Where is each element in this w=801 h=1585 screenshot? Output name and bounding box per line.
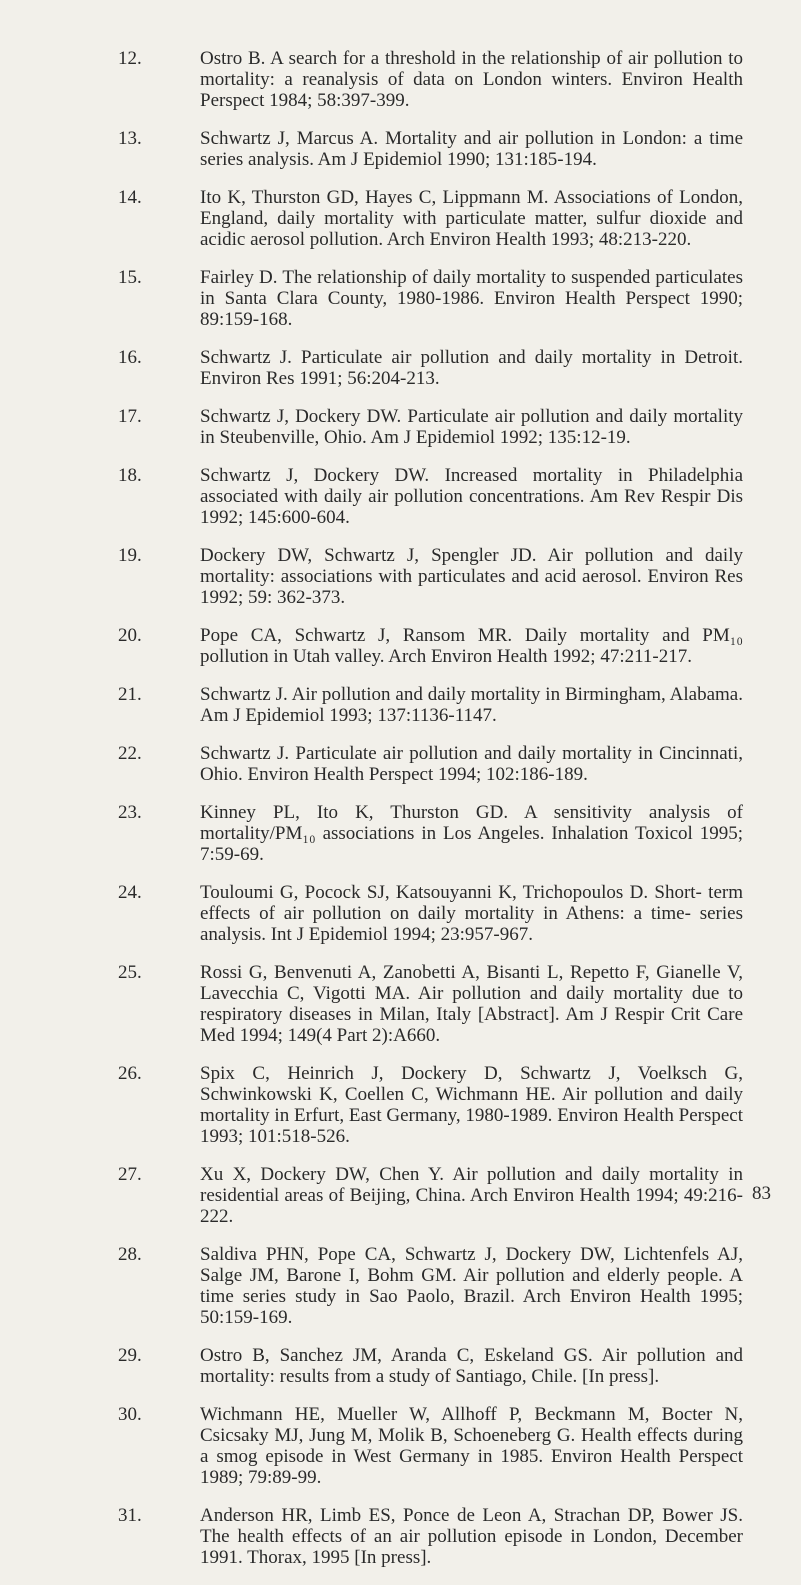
reference-item — [0, 882, 801, 945]
reference-number: 17. — [118, 406, 142, 427]
reference-item — [0, 1244, 801, 1328]
reference-text: Wichmann HE, Mueller W, Allhoff P, Beckmann M, Bocter N, Csicsaky MJ, Jung M, Molik B, Schoeneberg G. Health effects during a smog episode in West Germany in 1985. Environ Health Perspect 1989; 79:89-99. — [200, 1404, 743, 1488]
reference-text: Schwartz J, Dockery DW. Increased mortality in Philadelphia associated with daily air pollution concentrations. Am Rev Respir Dis 1992; 145:600-604. — [200, 465, 743, 528]
reference-number: 24. — [118, 882, 142, 903]
reference-number: 20. — [118, 625, 142, 646]
reference-number: 29. — [118, 1345, 142, 1366]
reference-item — [0, 962, 801, 1046]
reference-item — [0, 743, 801, 785]
reference-text: Schwartz J. Particulate air pollution and daily mortality in Detroit. Environ Res 1991; 56:204-213. — [200, 347, 743, 389]
reference-number: 15. — [118, 267, 142, 288]
reference-number: 13. — [118, 128, 142, 149]
reference-item — [0, 128, 801, 170]
reference-item — [0, 625, 801, 667]
reference-item — [0, 1063, 801, 1147]
reference-number: 12. — [118, 48, 142, 69]
reference-text: Spix C, Heinrich J, Dockery D, Schwartz J, Voelksch G, Schwinkowski K, Coellen C, Wichmann HE. Air pollution and daily mortality in Erfurt, East Germany, 1980-1989. Environ Health Perspect 1993; 101:518-526. — [200, 1063, 743, 1147]
page-number: 83 — [752, 1183, 771, 1204]
reference-number: 23. — [118, 802, 142, 823]
reference-number: 25. — [118, 962, 142, 983]
reference-text: Schwartz J, Dockery DW. Particulate air pollution and daily mortality in Steubenville, Ohio. Am J Epidemiol 1992; 135:12-19. — [200, 406, 743, 448]
reference-number: 22. — [118, 743, 142, 764]
reference-number: 14. — [118, 187, 142, 208]
reference-item — [0, 1345, 801, 1387]
reference-item — [0, 1164, 801, 1227]
reference-text: Anderson HR, Limb ES, Ponce de Leon A, Strachan DP, Bower JS. The health effects of an air pollution episode in London, December 1991. Thorax, 1995 [In press]. — [200, 1505, 743, 1568]
reference-number: 16. — [118, 347, 142, 368]
reference-text: Saldiva PHN, Pope CA, Schwartz J, Dockery DW, Lichtenfels AJ, Salge JM, Barone I, Bohm GM. Air pollution and elderly people. A time series study in Sao Paolo, Brazil. Arch Environ Health 1995; 50:159-169. — [200, 1244, 743, 1328]
reference-item — [0, 1404, 801, 1488]
reference-item — [0, 267, 801, 330]
reference-text: Xu X, Dockery DW, Chen Y. Air pollution and daily mortality in residential areas of Beijing, China. Arch Environ Health 1994; 49:216-222. — [200, 1164, 743, 1227]
reference-text: Rossi G, Benvenuti A, Zanobetti A, Bisanti L, Repetto F, Gianelle V, Lavecchia C, Vigotti MA. Air pollution and daily mortality due to respiratory diseases in Milan, Italy [Abstract]. Am J Respir Crit Care Med 1994; 149(4 Part 2):A660. — [200, 962, 743, 1046]
reference-item — [0, 406, 801, 448]
reference-text: Fairley D. The relationship of daily mortality to suspended particulates in Santa Clara County, 1980-1986. Environ Health Perspect 1990; 89:159-168. — [200, 267, 743, 330]
reference-text: Ostro B. A search for a threshold in the relationship of air pollution to mortality: a reanalysis of data on London winters. Environ Health Perspect 1984; 58:397-399. — [200, 48, 743, 111]
reference-text: Touloumi G, Pocock SJ, Katsouyanni K, Trichopoulos D. Short- term effects of air pollution on daily mortality in Athens: a time- series analysis. Int J Epidemiol 1994; 23:957-967. — [200, 882, 743, 945]
reference-text: Kinney PL, Ito K, Thurston GD. A sensitivity analysis of mortality/PM₁₀ associations in Los Angeles. Inhalation Toxicol 1995; 7:59-69. — [200, 802, 743, 865]
reference-text: Schwartz J. Air pollution and daily mortality in Birmingham, Alabama. Am J Epidemiol 1993; 137:1136-1147. — [200, 684, 743, 726]
reference-number: 31. — [118, 1505, 142, 1526]
reference-item — [0, 465, 801, 528]
reference-text: Schwartz J. Particulate air pollution and daily mortality in Cincinnati, Ohio. Environ Health Perspect 1994; 102:186-189. — [200, 743, 743, 785]
reference-item — [0, 347, 801, 389]
reference-item — [0, 1505, 801, 1568]
reference-item — [0, 684, 801, 726]
reference-text: Schwartz J, Marcus A. Mortality and air pollution in London: a time series analysis. Am J Epidemiol 1990; 131:185-194. — [200, 128, 743, 170]
reference-number: 21. — [118, 684, 142, 705]
reference-number: 19. — [118, 545, 142, 566]
reference-text: Ostro B, Sanchez JM, Aranda C, Eskeland GS. Air pollution and mortality: results from a study of Santiago, Chile. [In press]. — [200, 1345, 743, 1387]
reference-number: 27. — [118, 1164, 142, 1185]
reference-item — [0, 187, 801, 250]
reference-item — [0, 48, 801, 111]
reference-number: 26. — [118, 1063, 142, 1084]
reference-number: 28. — [118, 1244, 142, 1265]
reference-number: 30. — [118, 1404, 142, 1425]
reference-item — [0, 545, 801, 608]
reference-item — [0, 802, 801, 865]
reference-text: Ito K, Thurston GD, Hayes C, Lippmann M. Associations of London, England, daily mortality with particulate matter, sulfur dioxide and acidic aerosol pollution. Arch Environ Health 1993; 48:213-220. — [200, 187, 743, 250]
reference-list — [0, 48, 801, 1585]
reference-text: Pope CA, Schwartz J, Ransom MR. Daily mortality and PM₁₀ pollution in Utah valley. Arch Environ Health 1992; 47:211-217. — [200, 625, 743, 667]
reference-text: Dockery DW, Schwartz J, Spengler JD. Air pollution and daily mortality: associations with particulates and acid aerosol. Environ Res 1992; 59: 362-373. — [200, 545, 743, 608]
reference-number: 18. — [118, 465, 142, 486]
